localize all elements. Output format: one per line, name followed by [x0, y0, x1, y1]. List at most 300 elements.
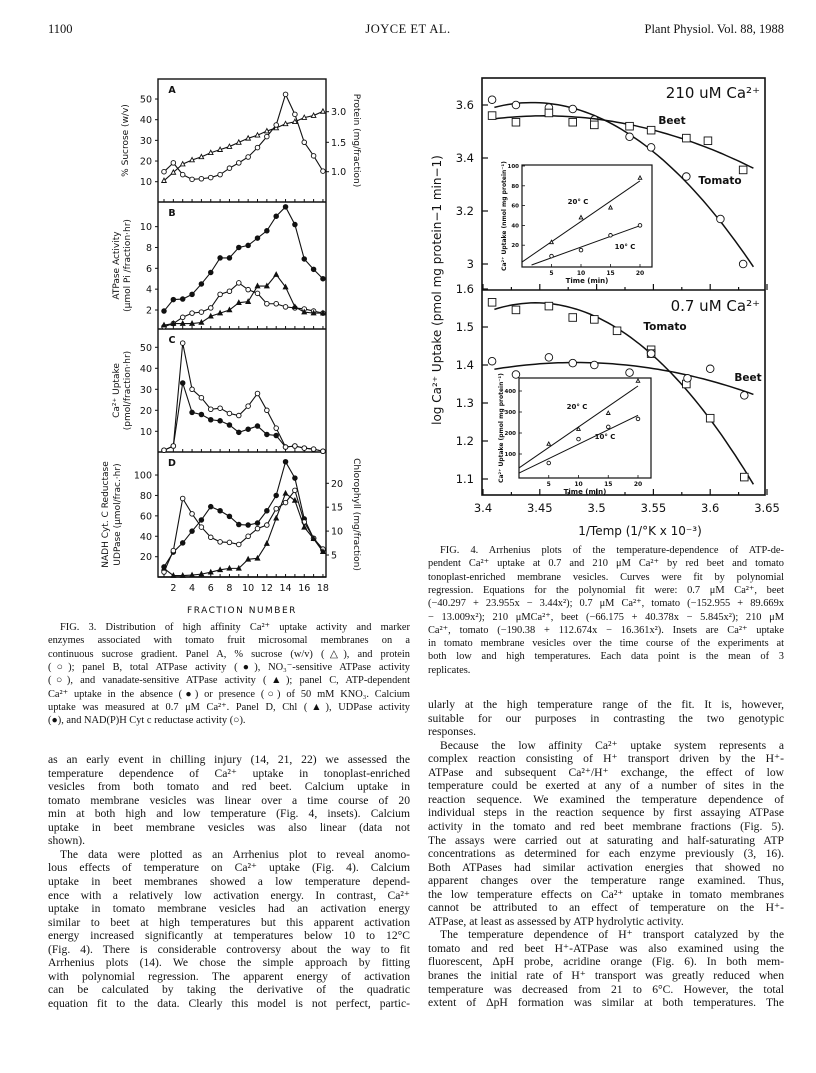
data-point-circle [237, 430, 242, 435]
data-point-circle [180, 315, 185, 320]
x-tick-label: 18 [316, 583, 329, 594]
data-point-circle [237, 413, 242, 418]
data-point-triangle [180, 321, 185, 325]
series-line [164, 343, 323, 451]
data-point-triangle [208, 150, 213, 154]
series-label: Tomato [698, 175, 742, 187]
data-point-circle [636, 417, 640, 421]
y2-tick-label: 3.0 [331, 107, 347, 119]
data-point-circle [283, 305, 288, 310]
data-point-circle [283, 459, 288, 464]
running-head: JOYCE ET AL. [365, 22, 451, 36]
figure-3-chart [101, 79, 361, 616]
y2-tick-label: 10 [331, 526, 344, 538]
data-point-circle [293, 222, 298, 227]
data-point-triangle [311, 113, 316, 117]
y-axis-label: UDPase (μmol/frac.·hr) [113, 463, 123, 566]
figure-3-caption-line: Ca²⁺ uptake in the absence (●) or presence (○) of 50 mM KNO₃. Calcium [48, 688, 410, 700]
y-tick-label: 100 [133, 470, 152, 482]
y-tick-label: 40 [139, 363, 152, 375]
data-point-circle [550, 254, 554, 258]
y-tick-label: 3.2 [455, 204, 474, 218]
data-point-triangle [321, 109, 326, 113]
data-point-circle [246, 404, 251, 409]
y-tick-label: 1.2 [455, 434, 474, 448]
y-tick-label: 10 [139, 177, 152, 189]
y-tick-label: 20 [139, 405, 152, 417]
data-point-circle [208, 417, 213, 422]
y-tick-label: 6 [145, 263, 152, 275]
y-axis-label: (μmol Pi /fraction·hr) [123, 219, 133, 312]
data-point-circle [302, 257, 307, 262]
y-tick-label: 1.1 [455, 472, 474, 486]
data-point-circle [626, 133, 634, 141]
figure-3-caption-line: continuous sucrose gradient. Panel A, % sucrose (w/v) (△), and protein [48, 648, 410, 660]
x-tick-label: 8 [226, 583, 233, 594]
inset-x-tick-label: 5 [546, 481, 551, 488]
panel-title: 210 uM Ca²⁺ [665, 84, 760, 102]
data-point-triangle [180, 162, 185, 166]
figure-4-caption-line: in tomato membrane vesicles over the time course of the experiments at [428, 638, 784, 650]
data-point-circle [171, 548, 176, 553]
figure-4-caption-line: FIG. 4. Arrhenius plots of the temperature-dependence of ATP-de- [440, 545, 784, 556]
data-point-circle [199, 310, 204, 315]
body-text-line: with polynomial regression. The apparent energy of activation [48, 969, 410, 983]
body-text-line: concentrations as determined for each enzyme previously (3, 16). [428, 847, 784, 861]
inset-y-axis-label: Ca²⁺ Uptake (pmol mg protein⁻¹) [498, 373, 505, 483]
data-point-triangle [227, 144, 232, 148]
data-point-circle [638, 224, 642, 228]
panel-label: A [168, 85, 176, 96]
figure-3-caption-line: FIG. 3. Distribution of high affinity Ca²⁺ uptake activity and marker [60, 622, 410, 633]
data-point-triangle [162, 323, 167, 327]
data-point-circle [218, 256, 223, 261]
x-tick-label: 14 [279, 583, 292, 594]
y-tick-label: 8 [145, 242, 152, 254]
data-point-square [706, 414, 714, 422]
data-point-circle [208, 407, 213, 412]
data-point-circle [180, 496, 185, 501]
data-point-circle [199, 412, 204, 417]
data-point-circle [265, 523, 270, 528]
data-point-square [613, 327, 621, 335]
data-point-circle [199, 282, 204, 287]
data-point-circle [208, 270, 213, 275]
body-text-line: branes the initial rate of H⁺ transport was greatly reduced when [428, 969, 784, 982]
y-tick-label: 3 [466, 257, 474, 271]
y-tick-label: 1.5 [455, 320, 474, 334]
body-text-line: temperature could be exerted at any of a number of sites in the [428, 779, 784, 793]
data-point-circle [246, 287, 251, 292]
data-point-triangle [199, 154, 204, 158]
figure-4-chart [430, 78, 780, 538]
x-axis-label: 1/Temp (1/°K x 10⁻³) [578, 524, 702, 538]
data-point-circle [190, 292, 195, 297]
data-point-circle [255, 145, 260, 150]
data-point-circle [647, 350, 655, 358]
series-label: Tomato [643, 321, 687, 333]
inset-y-tick-label: 400 [504, 389, 516, 395]
body-text-line: tomato membrane vesicles was linear over a time course of 20 [48, 793, 410, 807]
body-text-line: ATPase, at least as assessed by ATP hydrolytic activity. [428, 914, 684, 928]
data-point-circle [190, 410, 195, 415]
series-line [164, 490, 323, 572]
body-text-line: similar to beet at high temperatures but this apparent activation [48, 915, 410, 929]
body-text-line: shown). [48, 834, 86, 848]
y-axis-label: Ca²⁺ Uptake [112, 363, 122, 418]
data-point-circle [647, 144, 655, 152]
y-axis-label: (pmol/fraction·hr) [123, 350, 133, 431]
data-point-triangle [274, 516, 279, 520]
y-tick-label: 10 [139, 426, 152, 438]
panel-b [112, 205, 326, 329]
data-point-circle [293, 476, 298, 481]
inset-chart [498, 373, 651, 496]
data-point-circle [293, 112, 298, 117]
figure-4-caption-line: Ca²⁺, tomato (−190.38 + 112.674x − 16.361x²). Insets are Ca²⁺ uptake [428, 624, 784, 636]
data-point-circle [606, 425, 610, 429]
x-tick-label: 3.4 [473, 501, 493, 515]
inset-y-tick-label: 40 [511, 223, 519, 230]
series-label: Beet [734, 372, 762, 384]
data-point-square [512, 118, 520, 126]
data-point-circle [162, 309, 167, 314]
inset-series-label: 20° C [567, 198, 589, 206]
y-tick-label: 80 [139, 490, 152, 502]
data-point-square [591, 121, 599, 129]
body-text-line: The assays were carried out at saturating and half-saturating ATP [428, 833, 784, 847]
series-label: Beet [658, 115, 686, 127]
body-text-line: Both ATPases had similar activation energies that showed no [428, 860, 784, 874]
data-point-circle [246, 155, 251, 160]
y-tick-label: 40 [139, 115, 152, 127]
data-point-square [512, 306, 520, 314]
data-point-circle [706, 365, 714, 373]
data-point-circle [740, 392, 748, 400]
inset-x-tick-label: 20 [635, 270, 645, 277]
body-text-line: equation fit to the data. Clearly this model is not perfect, partic- [48, 996, 410, 1010]
data-point-circle [208, 306, 213, 311]
y-tick-label: 4 [145, 284, 152, 296]
figure-4-caption-line: tonoplast-enriched membrane vesicles. Curves were fit by polynomial [428, 571, 784, 583]
body-text-line: uptake in beet membranes showed a low temperature depend- [48, 874, 410, 888]
body-text-line: reaction sequence. We examined the temperature dependence of [428, 792, 784, 806]
body-text-line: energy increased significantly at temperatures below 10 to 12°C [48, 929, 410, 943]
figure-4-caption-line: (−40.297 + 23.955x − 3.44x²); 0.7 μM Ca²⁺, tomato (−152.955 + 89.669x [428, 598, 784, 610]
panel-c [112, 335, 326, 454]
data-point-circle [626, 369, 634, 377]
inset-y-tick-label: 100 [507, 164, 519, 170]
panel-label: D [168, 458, 176, 469]
data-point-circle [609, 234, 613, 238]
data-point-square [569, 314, 577, 322]
data-point-circle [265, 408, 270, 413]
y2-axis-label: Chlorophyll (mg/fraction) [351, 458, 361, 571]
body-text-line: The temperature dependence of H⁺ transport catalyzed by the [440, 928, 784, 942]
data-point-circle [283, 205, 288, 210]
body-text-line: suitable for our purposes in contrasting the two genotypic [428, 711, 784, 725]
inset-y-tick-label: 300 [504, 410, 516, 416]
inset-chart [501, 161, 652, 285]
data-point-circle [190, 529, 195, 534]
data-point-circle [227, 411, 232, 416]
data-point-circle [218, 292, 223, 297]
data-point-circle [227, 256, 232, 261]
data-point-circle [274, 433, 279, 438]
data-point-circle [208, 504, 213, 509]
data-point-circle [577, 437, 581, 441]
data-point-circle [265, 508, 270, 513]
y-tick-label: 20 [139, 156, 152, 168]
body-text-line: individual steps in the reaction sequence by first assaying ATPase [428, 806, 784, 820]
data-point-circle [199, 395, 204, 400]
inset-x-tick-label: 5 [549, 270, 554, 277]
body-text-line: activity in the tomato and red beet membrane fractions (Fig. 5). [428, 819, 784, 833]
data-point-circle [162, 169, 167, 174]
fit-curve [494, 116, 753, 168]
data-point-square [626, 122, 634, 130]
data-point-circle [684, 375, 692, 383]
data-point-circle [488, 96, 496, 104]
y2-tick-label: 5 [331, 550, 338, 562]
y2-tick-label: 1.5 [331, 137, 347, 149]
inset-y-tick-label: 100 [504, 452, 516, 458]
data-point-circle [293, 488, 298, 493]
data-point-circle [274, 426, 279, 431]
data-point-circle [171, 297, 176, 302]
panel-label: C [168, 335, 176, 346]
data-point-circle [171, 444, 176, 449]
data-point-triangle [218, 147, 223, 151]
body-text-line: cannot be attributed to an effect of temperature on the H⁺- [428, 901, 784, 915]
body-text-line: fluorescent, ΔpH probe, acridine orange (Fig. 6). In both mem- [428, 955, 784, 969]
data-point-circle [512, 101, 520, 109]
figure-3-caption-line: (○), and vanadate-sensitive ATPase activity (▲); panel C, ATP-dependent [48, 675, 410, 687]
body-text-line: the low temperature effects on Ca²⁺ uptake in tomato membranes [428, 887, 784, 901]
data-point-circle [199, 518, 204, 523]
data-point-circle [683, 173, 691, 181]
x-tick-label: 3.5 [587, 501, 606, 515]
series-line [164, 111, 323, 180]
body-text-line: vesicles from both tomato and red beet. Calcium uptake in [48, 780, 410, 794]
data-point-triangle [246, 136, 251, 140]
data-point-circle [227, 166, 232, 171]
x-tick-label: 10 [242, 583, 255, 594]
data-point-circle [274, 301, 279, 306]
data-point-square [545, 109, 553, 117]
data-point-circle [218, 419, 223, 424]
y-axis-label: NADH Cyt. C Reductase [101, 461, 111, 568]
panel-d [101, 458, 361, 577]
data-point-circle [311, 154, 316, 159]
data-point-circle [488, 357, 496, 365]
data-point-circle [227, 514, 232, 519]
data-point-triangle [265, 541, 270, 545]
data-point-triangle [190, 321, 195, 325]
data-point-circle [274, 214, 279, 219]
data-point-square [569, 118, 577, 126]
inset-y-tick-label: 80 [511, 183, 519, 190]
x-axis-label: FRACTION NUMBER [187, 606, 297, 616]
inset-y-tick-label: 200 [504, 431, 516, 437]
data-point-circle [265, 229, 270, 234]
data-point-circle [246, 427, 251, 432]
figure-4-caption-line: regression. Equations for the polynomial fit were: 0.7 μM Ca²⁺, beet [428, 584, 784, 596]
data-point-circle [255, 291, 260, 296]
page-number: 1100 [48, 22, 73, 36]
data-point-circle [199, 176, 204, 181]
data-point-circle [218, 406, 223, 411]
data-point-circle [180, 541, 185, 546]
series-line [164, 94, 323, 179]
x-tick-label: 3.65 [754, 501, 780, 515]
data-point-circle [218, 540, 223, 545]
y-tick-label: 10 [139, 222, 152, 234]
body-text-line: Arrhenius plots (14). We chose the simple approach by fitting [48, 956, 410, 970]
data-point-triangle [255, 133, 260, 137]
data-point-triangle [283, 491, 288, 495]
data-point-square [591, 316, 599, 324]
data-point-circle [255, 521, 260, 526]
data-point-triangle [246, 557, 251, 561]
y-axis-label: log Ca²⁺ Uptake (pmol mg protein−1 min−1) [430, 155, 444, 425]
data-point-circle [227, 540, 232, 545]
y-tick-label: 50 [139, 342, 152, 354]
data-point-triangle [237, 300, 242, 304]
data-point-square [740, 473, 748, 481]
body-text-line: temperature was decreased from 21 to 6°C. However, the total [428, 982, 784, 996]
body-text-line: min at both high and low temperature (Fig. 4, insets). Calcium [48, 807, 410, 821]
data-point-circle [180, 341, 185, 346]
y-tick-label: 20 [139, 552, 152, 564]
figure-4-caption-line: pendent Ca²⁺ uptake at 0.7 and 210 μM Ca²⁺ by red beet and tomato [428, 558, 784, 570]
data-point-circle [180, 297, 185, 302]
data-point-circle [311, 447, 316, 452]
inset-x-tick-label: 15 [606, 270, 615, 277]
data-point-circle [739, 260, 747, 268]
data-point-circle [274, 123, 279, 128]
inset-y-axis-label: Ca²⁺ Uptake (nmol mg protein⁻¹) [501, 161, 508, 271]
series-line [164, 207, 323, 311]
body-text-line: extent of ΔpH formation was similar at both temperatures. The [428, 996, 784, 1010]
body-text-line: (Fig. 4). There is considerable controversy about the way to fit [48, 942, 410, 956]
figure-4-caption-line: replicates. [428, 664, 471, 676]
panel-0-7-um [456, 282, 767, 496]
data-point-square [704, 137, 712, 145]
data-point-circle [545, 354, 553, 362]
body-text-line: can be calculated by taking the derivative of the quadratic [48, 983, 410, 997]
data-point-circle [171, 161, 176, 166]
data-point-triangle [180, 573, 185, 577]
data-point-triangle [265, 129, 270, 133]
inset-x-tick-label: 10 [576, 270, 586, 277]
data-point-circle [237, 281, 242, 286]
data-point-circle [569, 359, 577, 367]
data-point-circle [265, 134, 270, 139]
data-point-triangle [302, 115, 307, 119]
data-point-circle [255, 424, 260, 429]
inset-series-label: 10° C [614, 243, 636, 251]
x-tick-label: 3.55 [640, 501, 667, 515]
data-point-circle [293, 444, 298, 449]
data-point-circle [208, 175, 213, 180]
inset-frame [522, 165, 652, 267]
data-point-circle [246, 243, 251, 248]
y-axis-label: ATPase Activity [112, 231, 122, 300]
figure-3-caption-line: enzymes associated with tomato fruit microsomal membranes on a [48, 635, 410, 647]
data-point-triangle [190, 573, 195, 577]
body-text-line: as an early event in chilling injury (14, 21, 22) we assessed the [48, 753, 410, 766]
panel-a [121, 85, 361, 202]
body-text-line: uptake in tomato membrane vesicles had an activation energy [48, 902, 410, 916]
data-point-circle [218, 172, 223, 177]
x-tick-label: 4 [189, 583, 196, 594]
data-point-triangle [227, 566, 232, 570]
data-point-circle [283, 445, 288, 450]
y2-tick-label: 20 [331, 478, 344, 490]
inset-x-tick-label: 15 [604, 481, 613, 488]
figure-3-caption-line: (●), and NAD(P)H Cyt c reductase activity (○). [48, 715, 246, 727]
data-point-circle [237, 161, 242, 166]
data-point-circle [190, 387, 195, 392]
data-point-circle [302, 140, 307, 145]
data-point-triangle [237, 140, 242, 144]
data-point-circle [717, 215, 725, 223]
x-tick-label: 6 [207, 583, 214, 594]
data-point-circle [321, 449, 326, 454]
data-point-circle [255, 391, 260, 396]
inset-x-tick-label: 20 [633, 481, 643, 488]
body-text-line: ATPase and subsequent Ca²⁺/H⁺ exchange, the effect of low [428, 765, 784, 779]
body-text-line: uptake in beet membrane vesicles was also linear (data not [48, 820, 410, 834]
y-axis-label: % Sucrose (w/v) [121, 104, 131, 177]
inset-x-tick-label: 10 [574, 481, 583, 488]
data-point-circle [311, 267, 316, 272]
x-tick-label: 3.45 [526, 501, 553, 515]
data-point-circle [237, 245, 242, 250]
data-point-circle [283, 92, 288, 97]
data-point-circle [190, 512, 195, 517]
data-point-circle [237, 542, 242, 547]
data-point-square [488, 299, 496, 307]
data-point-triangle [190, 157, 195, 161]
data-point-square [739, 166, 747, 174]
data-point-triangle [218, 311, 223, 315]
data-point-circle [246, 534, 251, 539]
y-tick-label: 60 [139, 511, 152, 523]
data-point-triangle [274, 272, 279, 276]
data-point-circle [162, 448, 167, 453]
data-point-circle [208, 535, 213, 540]
data-point-square [683, 134, 691, 142]
data-point-triangle [208, 314, 213, 318]
inset-x-axis-label: Time (min) [565, 277, 609, 285]
body-text-line: ularly at the high temperature range of the fit. It is, however, [428, 698, 784, 711]
figure-4-caption-line: − 13.009x²); 210 μMCa²⁺, beet (−66.175 + 40.378x − 5.845x²); 210 μM [428, 611, 784, 623]
panel-title: 0.7 uM Ca²⁺ [670, 297, 760, 315]
y-tick-label: 1.6 [455, 282, 474, 296]
body-text-line: lous effects of temperature on Ca²⁺ uptake (Fig. 4). Calcium [48, 861, 410, 875]
data-point-circle [227, 289, 232, 294]
data-point-triangle [283, 121, 288, 125]
body-text-line: Because the low affinity Ca²⁺ uptake system represents a [440, 738, 784, 752]
data-point-circle [569, 105, 577, 113]
panel-210-um [456, 84, 767, 290]
data-point-circle [274, 493, 279, 498]
data-point-circle [190, 177, 195, 182]
data-point-circle [180, 172, 185, 177]
data-point-circle [190, 311, 195, 316]
